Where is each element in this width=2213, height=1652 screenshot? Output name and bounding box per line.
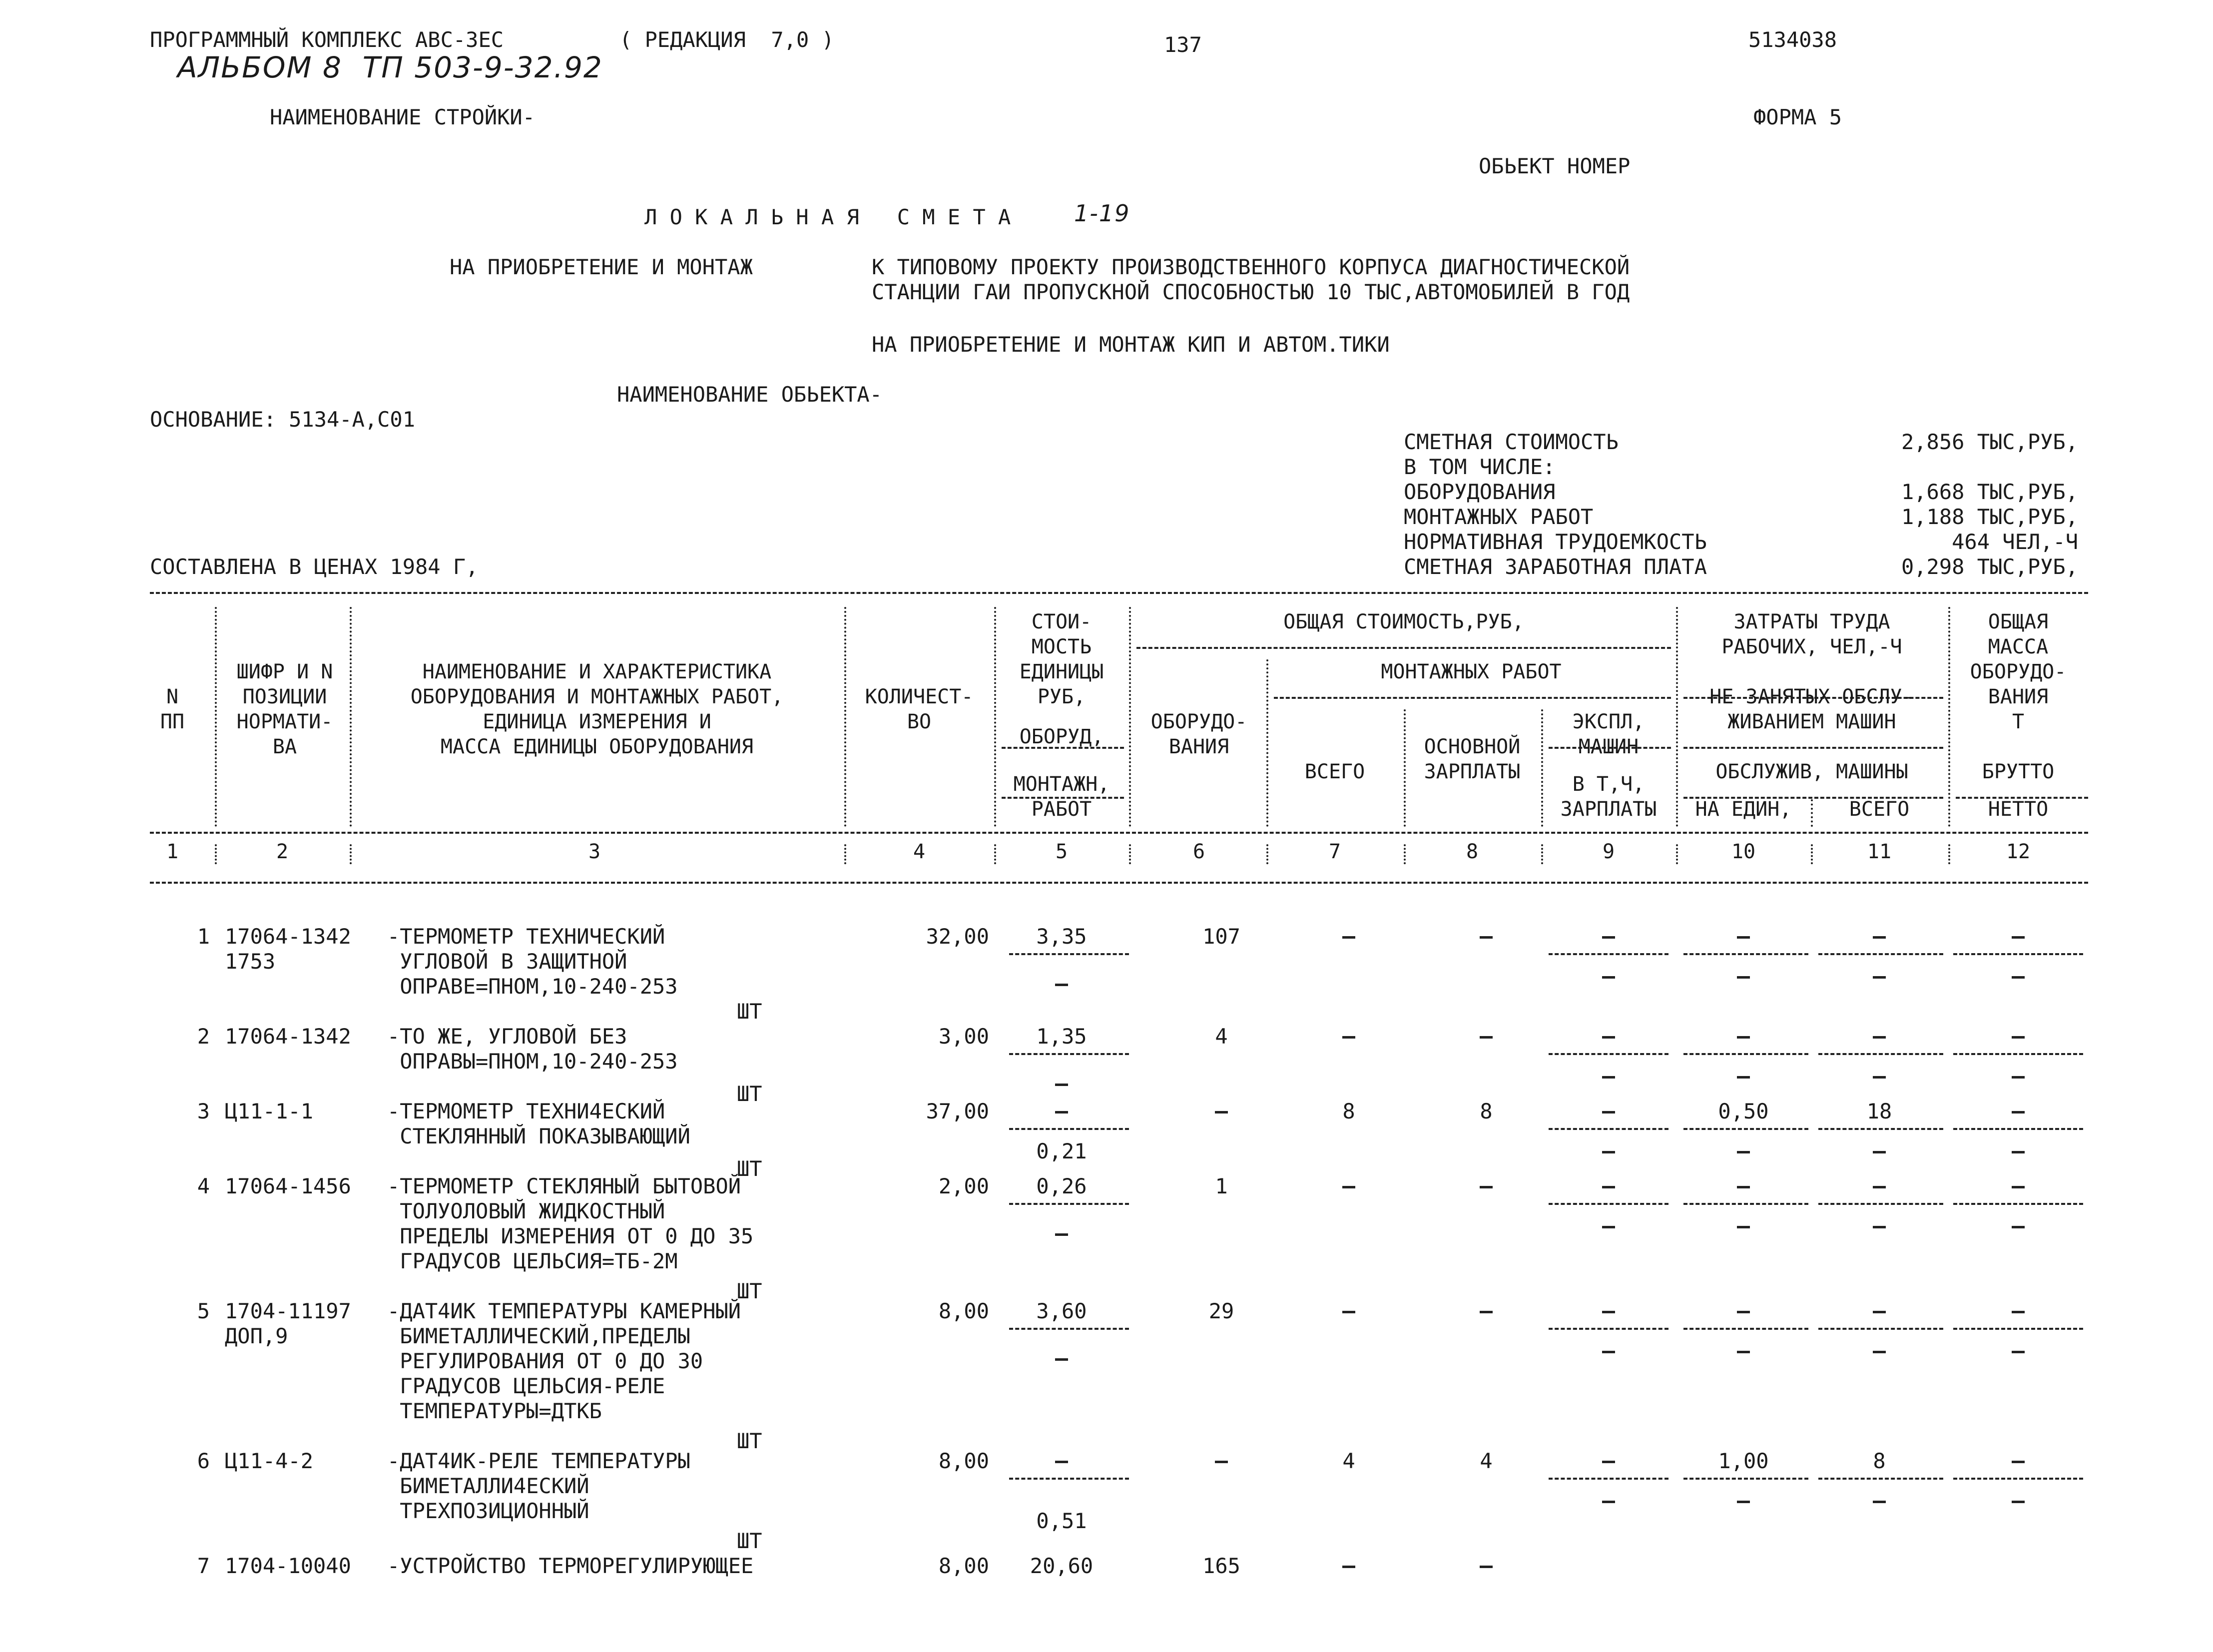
- row-price-mounting-dash: [1055, 1084, 1068, 1086]
- row-price-mounting: 0,21: [1036, 1139, 1087, 1163]
- hdr-c8: ЗАРПЛАТЫ: [1424, 760, 1521, 783]
- hdr-c3: МАССА ЕДИНИЦЫ ОБОРУДОВАНИЯ: [440, 735, 754, 758]
- row-price-equipment: 3,35: [1036, 924, 1087, 949]
- hdr-c12: ОБОРУДО-: [1970, 660, 2067, 683]
- row-c11-dash: [1873, 936, 1886, 939]
- row-code: Ц11-1-1: [225, 1099, 314, 1123]
- hdr-not-busy: НЕ ЗАНЯТЫХ ОБСЛУ-: [1709, 685, 1914, 708]
- row-c9-dash: [1602, 1311, 1615, 1313]
- row-quantity: 8,00: [938, 1449, 989, 1473]
- col-sep: [1129, 844, 1131, 864]
- col-sep: [994, 844, 996, 864]
- row-unit: ШТ: [737, 1429, 762, 1453]
- row-description: ОПРАВЕ=ПНОМ,10-240-253: [387, 974, 678, 999]
- row-price-equipment-dash: [1055, 1111, 1068, 1113]
- row-code: 17064-1456: [225, 1174, 351, 1198]
- row-description: -УСТРОЙСТВО ТЕРМОРЕГУЛИРУЮЩЕЕ: [387, 1554, 754, 1578]
- hdr-c3: НАИМЕНОВАНИЕ И ХАРАКТЕРИСТИКА: [422, 660, 772, 683]
- row-sub-dash: [1737, 1151, 1750, 1153]
- cell-divider: [1549, 1128, 1668, 1130]
- row-c12-dash: [2012, 1461, 2025, 1463]
- row-number: 6: [197, 1449, 210, 1473]
- row-price-equipment: 3,60: [1036, 1299, 1087, 1323]
- construction-name-label: НАИМЕНОВАНИЕ СТРОЙКИ-: [270, 105, 536, 129]
- prices-label: СОСТАВЛЕНА В ЦЕНАХ 1984 Г,: [150, 554, 479, 579]
- col-sep: [215, 844, 217, 864]
- row-unit: ШТ: [737, 999, 762, 1024]
- row-equipment-cost: 4: [1215, 1024, 1228, 1049]
- purpose-line-2: СТАНЦИИ ГАИ ПРОПУСКНОЙ СПОСОБНОСТЬЮ 10 ТЫС,АВТОМОБИЛЕЙ В ГОД: [872, 280, 1630, 304]
- hdr-c7: ВСЕГО: [1304, 760, 1365, 783]
- hdr-c5: ОБОРУД,: [1019, 725, 1104, 748]
- row-c10-dash: [1737, 1311, 1750, 1313]
- row-sub-dash: [1737, 1501, 1750, 1503]
- summary-label-1: СМЕТНАЯ СТОИМОСТЬ: [1404, 430, 1619, 454]
- row-sub-dash: [1602, 1351, 1615, 1353]
- row-number: 2: [197, 1024, 210, 1049]
- cell-divider: [1549, 1203, 1668, 1205]
- cell-divider: [1683, 1128, 1808, 1130]
- col-number: 4: [913, 840, 926, 863]
- row-sub-dash: [1602, 1076, 1615, 1079]
- document-number: 5134038: [1748, 27, 1837, 52]
- col-number: 2: [276, 840, 289, 863]
- hdr-c12: Т: [2012, 710, 2025, 733]
- row-mounting-total-dash: [1342, 1036, 1355, 1039]
- row-c12-dash: [2012, 936, 2025, 939]
- hdr-c6: ОБОРУДО-: [1150, 710, 1247, 733]
- row-description: -ДАТ4ИК-РЕЛЕ ТЕМПЕРАТУРЫ: [387, 1449, 690, 1473]
- col-sep: [1948, 844, 1950, 864]
- col-number: 11: [1867, 840, 1892, 863]
- hdr-c2: ШИФР И N: [236, 660, 333, 683]
- col-sep: [844, 844, 846, 864]
- col-sep: [1266, 844, 1268, 864]
- row-description: ТОЛУОЛОВЫЙ ЖИДКОСТНЫЙ: [387, 1199, 665, 1223]
- cell-divider: [1818, 1128, 1943, 1130]
- col-number: 10: [1731, 840, 1756, 863]
- row-unit: ШТ: [737, 1082, 762, 1106]
- row-code: 1704-11197: [225, 1299, 351, 1323]
- summary-value-6: 0,298 ТЫС,РУБ,: [1901, 554, 2078, 579]
- summary-label-6: СМЕТНАЯ ЗАРАБОТНАЯ ПЛАТА: [1404, 554, 1707, 579]
- row-code: 1704-10040: [225, 1554, 351, 1578]
- hdr-c12: МАССА: [1988, 635, 2049, 658]
- row-description: ОПРАВЫ=ПНОМ,10-240-253: [387, 1049, 678, 1074]
- hdr-serv: ОБСЛУЖИВ, МАШИНЫ: [1715, 760, 1908, 783]
- col-sep: [994, 607, 996, 827]
- form-label: ФОРМА 5: [1753, 105, 1842, 129]
- object-name-label: НАИМЕНОВАНИЕ ОБЬЕКТА-: [617, 382, 883, 407]
- col-sep: [1676, 844, 1678, 864]
- row-number: 5: [197, 1299, 210, 1323]
- row-description: РЕГУЛИРОВАНИЯ ОТ 0 ДО 30: [387, 1349, 703, 1373]
- row-description: ГРАДУСОВ ЦЕЛЬСИЯ-РЕЛЕ: [387, 1374, 665, 1398]
- hdr-c3: ЕДИНИЦА ИЗМЕРЕНИЯ И: [483, 710, 711, 733]
- row-equipment-cost-dash: [1215, 1461, 1228, 1463]
- row-mounting-total-dash: [1342, 1566, 1355, 1568]
- row-quantity: 8,00: [938, 1554, 989, 1578]
- cell-divider: [1009, 1478, 1129, 1480]
- col-sep: [1541, 709, 1543, 827]
- row-number: 1: [197, 924, 210, 949]
- row-mounting-wages-dash: [1480, 1036, 1493, 1039]
- hdr-mount-works: МОНТАЖНЫХ РАБОТ: [1381, 660, 1562, 683]
- col-sep: [350, 844, 352, 864]
- row-equipment-cost-dash: [1215, 1111, 1228, 1113]
- rule-mid: [150, 832, 2088, 834]
- row-quantity: 3,00: [938, 1024, 989, 1049]
- row-description: ГРАДУСОВ ЦЕЛЬСИЯ=ТБ-2М: [387, 1249, 678, 1273]
- row-description: СТЕКЛЯННЫЙ ПОКАЗЫВАЮЩИЙ: [387, 1124, 690, 1148]
- hdr-c8: ОСНОВНОЙ: [1424, 735, 1521, 758]
- row-c10-dash: [1737, 1036, 1750, 1039]
- row-code: Ц11-4-2: [225, 1449, 314, 1473]
- row-equipment-cost: 29: [1208, 1299, 1234, 1323]
- row-price-equipment: 0,26: [1036, 1174, 1087, 1198]
- col-number: 5: [1055, 840, 1068, 863]
- cell-divider: [1953, 1128, 2083, 1130]
- purpose-line-3: НА ПРИОБРЕТЕНИЕ И МОНТАЖ КИП И АВТОМ.ТИКИ: [872, 332, 1390, 357]
- hdr-c12: НЕТТО: [1988, 798, 2049, 821]
- row-sub-dash: [2012, 1501, 2025, 1503]
- row-description: БИМЕТАЛЛИ4ЕСКИЙ: [387, 1474, 589, 1498]
- summary-value-1: 2,856 ТЫС,РУБ,: [1901, 430, 2078, 454]
- row-description: УГЛОВОЙ В ЗАЩИТНОЙ: [387, 949, 627, 974]
- row-sub-dash: [1873, 1076, 1886, 1079]
- summary-label-3: ОБОРУДОВАНИЯ: [1404, 480, 1556, 504]
- row-sub-dash: [1873, 1226, 1886, 1228]
- hdr-c4: КОЛИЧЕСТ-: [865, 685, 974, 708]
- cell-divider: [1683, 1203, 1808, 1205]
- row-quantity: 8,00: [938, 1299, 989, 1323]
- row-sub-dash: [1737, 1076, 1750, 1079]
- hdr-c2: НОРМАТИ-: [236, 710, 333, 733]
- row-price-equipment-dash: [1055, 1461, 1068, 1463]
- col-sep: [1404, 709, 1406, 827]
- hdr-labor: РАБОЧИХ, ЧЕЛ,-Ч: [1721, 635, 1902, 658]
- row-description: БИМЕТАЛЛИЧЕСКИЙ,ПРЕДЕЛЫ: [387, 1324, 690, 1348]
- estimate-number-handwritten: 1-19: [1074, 200, 1130, 227]
- cell-divider: [1683, 953, 1808, 955]
- row-number: 7: [197, 1554, 210, 1578]
- summary-label-5: НОРМАТИВНАЯ ТРУДОЕМКОСТЬ: [1404, 530, 1707, 554]
- row-code: 1753: [225, 949, 276, 974]
- row-c11-dash: [1873, 1311, 1886, 1313]
- cell-divider: [1009, 1053, 1129, 1055]
- row-equipment-cost: 1: [1215, 1174, 1228, 1198]
- row-sub-dash: [2012, 976, 2025, 979]
- row-description: -ДАТ4ИК ТЕМПЕРАТУРЫ КАМЕРНЫЙ: [387, 1299, 741, 1323]
- row-mounting-wages-dash: [1480, 1566, 1493, 1568]
- hdr-c2: ПОЗИЦИИ: [242, 685, 327, 708]
- hdr-c12: ВАНИЯ: [1988, 685, 2049, 708]
- col-sep: [1811, 799, 1813, 827]
- row-code: ДОП,9: [225, 1324, 288, 1348]
- row-number: 4: [197, 1174, 210, 1198]
- summary-value-3: 1,668 ТЫС,РУБ,: [1901, 480, 2078, 504]
- row-description: ПРЕДЕЛЫ ИЗМЕРЕНИЯ ОТ 0 ДО 35: [387, 1224, 754, 1248]
- row-price-mounting-dash: [1055, 984, 1068, 986]
- cell-divider: [1683, 1053, 1808, 1055]
- row-c11-dash: [1873, 1186, 1886, 1188]
- cell-divider: [1009, 1128, 1129, 1130]
- col-sep: [1266, 659, 1268, 827]
- row-labor-total: 18: [1866, 1099, 1892, 1123]
- cell-divider: [1009, 1328, 1129, 1330]
- row-quantity: 32,00: [926, 924, 989, 949]
- row-sub-dash: [2012, 1351, 2025, 1353]
- hdr-c5: ЕДИНИЦЫ: [1019, 660, 1104, 683]
- rule-bottom: [150, 882, 2088, 884]
- row-sub-dash: [1602, 976, 1615, 979]
- summary-value-4: 1,188 ТЫС,РУБ,: [1901, 505, 2078, 529]
- row-mounting-total-dash: [1342, 1311, 1355, 1313]
- col-sep: [1541, 844, 1543, 864]
- row-sub-dash: [1602, 1501, 1615, 1503]
- hdr-c5: СТОИ-: [1031, 610, 1092, 633]
- col-sep: [1404, 844, 1406, 864]
- edition: ( РЕДАКЦИЯ 7,0 ): [619, 27, 834, 52]
- row-c12-dash: [2012, 1111, 2025, 1113]
- hdr-c11: ВСЕГО: [1849, 798, 1910, 821]
- col-sep: [215, 607, 217, 827]
- row-c12-dash: [2012, 1311, 2025, 1313]
- row-description: -ТЕРМОМЕТР ТЕХНИ4ЕСКИЙ: [387, 1099, 665, 1123]
- row-sub-dash: [1873, 1151, 1886, 1153]
- col-number: 3: [588, 840, 601, 863]
- cell-divider: [1009, 1203, 1129, 1205]
- hdr-c6: ВАНИЯ: [1168, 735, 1229, 758]
- cell-divider: [1818, 1053, 1943, 1055]
- row-mounting-wages-dash: [1480, 1186, 1493, 1188]
- row-sub-dash: [2012, 1226, 2025, 1228]
- row-sub-dash: [2012, 1151, 2025, 1153]
- hdr-c12: ОБЩАЯ: [1988, 610, 2049, 633]
- cell-divider: [1818, 953, 1943, 955]
- row-labor-unit: 0,50: [1718, 1099, 1769, 1123]
- row-sub-dash: [1873, 1351, 1886, 1353]
- col-number: 9: [1602, 840, 1615, 863]
- row-mounting-wages-dash: [1480, 936, 1493, 939]
- hdr-c10: НА ЕДИН,: [1695, 798, 1792, 821]
- rule-partial: [1274, 697, 1671, 699]
- row-price-mounting-dash: [1055, 1358, 1068, 1361]
- col-sep: [844, 607, 846, 827]
- page-number: 137: [1164, 32, 1202, 57]
- row-sub-dash: [1737, 1351, 1750, 1353]
- cell-divider: [1953, 953, 2083, 955]
- col-number: 1: [166, 840, 179, 863]
- cell-divider: [1818, 1328, 1943, 1330]
- row-description: -ТЕРМОМЕТР ТЕХНИЧЕСКИЙ: [387, 924, 665, 949]
- col-sep: [1129, 607, 1131, 827]
- hdr-labor: ЗАТРАТЫ ТРУДА: [1733, 610, 1890, 633]
- basis-label: ОСНОВАНИЕ: 5134-А,С01: [150, 407, 416, 432]
- album-handwritten: АЛЬБОМ 8 ТП 503-9-32.92: [177, 50, 603, 84]
- col-sep: [1948, 607, 1950, 827]
- cell-divider: [1953, 1328, 2083, 1330]
- row-mounting-wages: 4: [1480, 1449, 1493, 1473]
- cell-divider: [1549, 1053, 1668, 1055]
- hdr-not-busy: ЖИВАНИЕМ МАШИН: [1727, 710, 1896, 733]
- col-sep: [1676, 607, 1678, 827]
- row-price-equipment: 1,35: [1036, 1024, 1087, 1049]
- row-description: -ТЕРМОМЕТР СТЕКЛЯНЫЙ БЫТОВОЙ: [387, 1174, 741, 1198]
- row-description: ТРЕХПОЗИЦИОННЫЙ: [387, 1499, 589, 1523]
- row-equipment-cost: 165: [1202, 1554, 1240, 1578]
- row-number: 3: [197, 1099, 210, 1123]
- row-description: -ТО ЖЕ, УГЛОВОЙ БЕЗ: [387, 1024, 627, 1049]
- row-sub-dash: [1873, 976, 1886, 979]
- row-c9-dash: [1602, 1461, 1615, 1463]
- rule-top: [150, 592, 2088, 594]
- row-unit: ШТ: [737, 1529, 762, 1553]
- hdr-c12: БРУТТО: [1982, 760, 2055, 783]
- cell-divider: [1683, 1478, 1808, 1480]
- col-sep: [350, 607, 352, 827]
- col-number: 7: [1328, 840, 1341, 863]
- col-number: 8: [1466, 840, 1479, 863]
- row-mounting-total-dash: [1342, 936, 1355, 939]
- summary-value-5: 464 ЧЕЛ,-Ч: [1952, 530, 2078, 554]
- row-c9-dash: [1602, 936, 1615, 939]
- cell-divider: [1549, 1478, 1668, 1480]
- row-code: 17064-1342: [225, 924, 351, 949]
- rule-partial: [1136, 647, 1671, 649]
- cell-divider: [1549, 1328, 1668, 1330]
- row-code: 17064-1342: [225, 1024, 351, 1049]
- row-c12-dash: [2012, 1036, 2025, 1039]
- cell-divider: [1009, 953, 1129, 955]
- row-quantity: 37,00: [926, 1099, 989, 1123]
- row-mounting-total: 4: [1342, 1449, 1355, 1473]
- row-sub-dash: [1873, 1501, 1886, 1503]
- row-price-mounting: 0,51: [1036, 1509, 1087, 1533]
- hdr-c9: В Т,Ч,: [1572, 773, 1645, 796]
- hdr-c1: ПП: [160, 710, 185, 733]
- cell-divider: [1953, 1478, 2083, 1480]
- hdr-c3: ОБОРУДОВАНИЯ И МОНТАЖНЫХ РАБОТ,: [410, 685, 784, 708]
- row-mounting-total-dash: [1342, 1186, 1355, 1188]
- row-price-mounting-dash: [1055, 1233, 1068, 1236]
- cell-divider: [1549, 953, 1668, 955]
- col-number: 12: [2006, 840, 2031, 863]
- col-number: 6: [1192, 840, 1205, 863]
- row-labor-unit: 1,00: [1718, 1449, 1769, 1473]
- hdr-total-cost: ОБЩАЯ СТОИМОСТЬ,РУБ,: [1283, 610, 1524, 633]
- cell-divider: [1953, 1203, 2083, 1205]
- row-sub-dash: [2012, 1076, 2025, 1079]
- row-c9-dash: [1602, 1036, 1615, 1039]
- row-c9-dash: [1602, 1186, 1615, 1188]
- row-c12-dash: [2012, 1186, 2025, 1188]
- hdr-c4: ВО: [907, 710, 932, 733]
- row-sub-dash: [1737, 976, 1750, 979]
- row-equipment-cost: 107: [1202, 924, 1240, 949]
- row-mounting-wages: 8: [1480, 1099, 1493, 1123]
- hdr-c5: РУБ,: [1037, 685, 1086, 708]
- row-price-equipment: 20,60: [1030, 1554, 1094, 1578]
- hdr-c1: N: [166, 685, 179, 708]
- row-sub-dash: [1737, 1226, 1750, 1228]
- summary-label-4: МОНТАЖНЫХ РАБОТ: [1404, 505, 1594, 529]
- purpose-left: НА ПРИОБРЕТЕНИЕ И МОНТАЖ: [450, 255, 753, 279]
- cell-divider: [1818, 1203, 1943, 1205]
- row-quantity: 2,00: [938, 1174, 989, 1198]
- hdr-c5: РАБОТ: [1031, 798, 1092, 821]
- row-c11-dash: [1873, 1036, 1886, 1039]
- row-mounting-wages-dash: [1480, 1311, 1493, 1313]
- object-number-label: ОБЬЕКТ НОМЕР: [1479, 154, 1631, 178]
- hdr-c9: МАШИН: [1578, 735, 1639, 758]
- row-description: ТЕМПЕРАТУРЫ=ДТКБ: [387, 1399, 602, 1423]
- hdr-c5: МОСТЬ: [1031, 635, 1092, 658]
- row-unit: ШТ: [737, 1156, 762, 1181]
- purpose-line-1: К ТИПОВОМУ ПРОЕКТУ ПРОИЗВОДСТВЕННОГО КОРПУСА ДИАГНОСТИЧЕСКОЙ: [872, 255, 1630, 279]
- cell-divider: [1953, 1053, 2083, 1055]
- hdr-c5: МОНТАЖН,: [1013, 773, 1110, 796]
- estimate-title: Л О К А Л Ь Н А Я С М Е Т А: [644, 205, 1011, 229]
- rule-partial: [1683, 747, 1943, 749]
- col-sep: [1811, 844, 1813, 864]
- row-labor-total: 8: [1873, 1449, 1886, 1473]
- row-mounting-total: 8: [1342, 1099, 1355, 1123]
- hdr-c2: ВА: [272, 735, 297, 758]
- hdr-c9: ЭКСПЛ,: [1572, 710, 1645, 733]
- program-name: ПРОГРАММНЫЙ КОМПЛЕКС АВС-3ЕС: [150, 27, 504, 52]
- row-c9-dash: [1602, 1111, 1615, 1113]
- row-c10-dash: [1737, 936, 1750, 939]
- cell-divider: [1683, 1328, 1808, 1330]
- hdr-c9: ЗАРПЛАТЫ: [1560, 798, 1657, 821]
- row-sub-dash: [1602, 1226, 1615, 1228]
- row-sub-dash: [1602, 1151, 1615, 1153]
- row-c10-dash: [1737, 1186, 1750, 1188]
- cell-divider: [1818, 1478, 1943, 1480]
- row-unit: ШТ: [737, 1279, 762, 1303]
- summary-label-2: В ТОМ ЧИСЛЕ:: [1404, 455, 1556, 479]
